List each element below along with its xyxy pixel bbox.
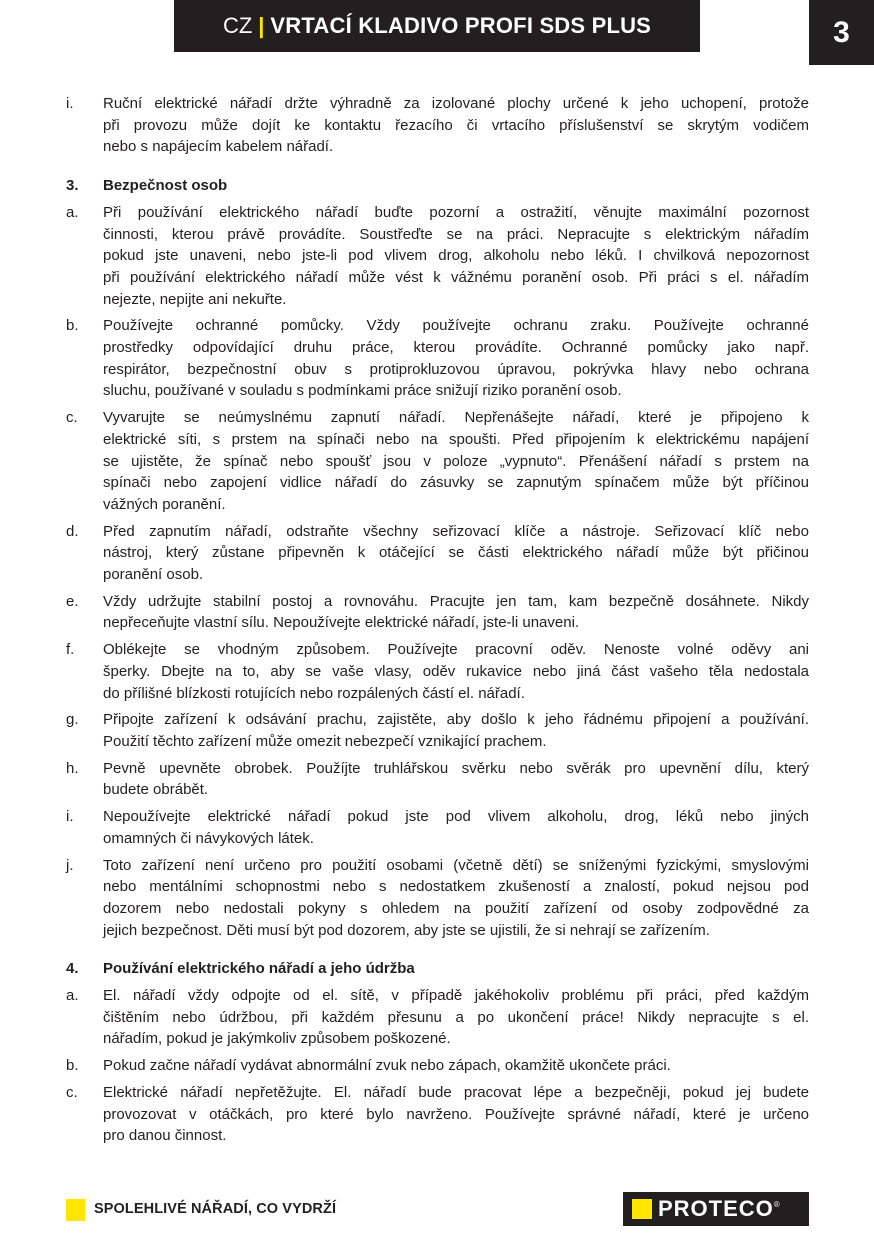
text-line: nebo s napájecím kabelem nářadí. <box>103 138 334 156</box>
item-text <box>103 591 809 634</box>
list-item <box>66 758 809 801</box>
item-label: c. <box>66 1083 78 1101</box>
section-title: Používání elektrického nářadí a jeho údržba <box>103 960 415 978</box>
list-item <box>66 407 809 516</box>
list-item <box>66 202 809 311</box>
text-line: respirátor, bezpečnostní obuv s protiprokluzovou úpravou, pokrývka hlavy nebo ochrana <box>103 360 809 378</box>
text-line: nepřeceňujte vlastní sílu. Nepoužívejte elektrické nářadí, jste-li unaveni. <box>103 614 580 632</box>
text-line: budete obrábět. <box>103 781 209 799</box>
text-line: provozovat v otáčkách, pro které bylo navrženo. Používejte správné nářadí, které je určeno <box>103 1105 809 1123</box>
item-label: b. <box>66 1057 79 1075</box>
item-label: a. <box>66 987 79 1005</box>
item-text <box>103 315 809 402</box>
text-line: Pokud začne nářadí vydávat abnormální zvuk nebo zápach, okamžitě ukončete práci. <box>103 1057 671 1075</box>
text-line: čištěním nebo údržbou, při každém přesunu a po ukončení práce! Nikdy nepracujte s el. <box>103 1008 809 1026</box>
section-heading <box>66 958 809 980</box>
item-text <box>103 639 809 704</box>
list-item <box>66 985 809 1050</box>
section-title: Bezpečnost osob <box>103 177 228 195</box>
logo-yellow-square <box>632 1199 652 1219</box>
text-line: omamných či návykových látek. <box>103 829 314 847</box>
footer-slogan: SPOLEHLIVÉ NÁŘADÍ, CO VYDRŽÍ <box>94 1201 337 1217</box>
text-line: při používání elektrického nářadí může vést k vážnému poranění osob. Při práci s el. nářadím <box>103 268 809 286</box>
text-line: do přílišné blízkosti rotujících nebo rozpálených částí el. nářadí. <box>103 684 525 702</box>
text-line: Nepoužívejte elektrické nářadí pokud jste pod vlivem alkoholu, drog, léků nebo jiných <box>103 808 809 826</box>
item-label: j. <box>66 856 74 874</box>
document-title: VRTACÍ KLADIVO PROFI SDS PLUS <box>270 13 652 38</box>
text-line: Vyvarujte se neúmyslnému zapnutí nářadí. Nepřenášejte nářadí, které je připojeno k <box>103 409 809 427</box>
item-label: f. <box>66 641 75 659</box>
list-item <box>66 709 809 752</box>
text-line: vážných poranění. <box>103 495 226 513</box>
item-text <box>103 806 809 849</box>
text-line: při provozu může dojít ke kontaktu řezacího či vrtacího příslušenství se skrytým vodičem <box>103 116 809 134</box>
text-line: Oblékejte se vhodným způsobem. Používejte pracovní oděv. Nenoste volné oděvy ani <box>103 641 809 659</box>
text-line: spínači nebo zapojení vidlice nářadí do zásuvky se zapnutým spínačem může být příčinou <box>103 474 809 492</box>
text-line: Pevně upevněte obrobek. Použíjte truhlářskou svěrku nebo svěrák pro upevnění dílu, který <box>103 759 809 777</box>
item-text <box>103 1082 809 1147</box>
item-text <box>103 855 809 942</box>
item-text <box>103 407 809 516</box>
list-item <box>66 315 809 402</box>
item-text <box>103 709 809 752</box>
text-line: nejezte, nepijte ani nekuřte. <box>103 290 287 308</box>
text-line: Elektrické nářadí nepřetěžujte. El. nářadí bude pracovat lépe a bezpečněji, pokud jej budete <box>103 1083 809 1101</box>
page-number: 3 <box>809 0 874 65</box>
header-separator: | <box>258 13 265 38</box>
item-label: i. <box>66 808 74 826</box>
item-label: i. <box>66 95 74 112</box>
item-label: d. <box>66 522 79 540</box>
item-text <box>103 758 809 801</box>
text-line: pokud jste unaveni, nebo jste-li pod vlivem drog, alkoholu nebo léků. I chvilková nepozornost <box>103 247 809 265</box>
proteco-logo <box>623 1192 809 1226</box>
list-item <box>66 806 809 849</box>
list-item <box>66 639 809 704</box>
text-line: šperky. Dbejte na to, aby se vaše vlasy, oděv rukavice nebo jiná část vašeho těla nedostala <box>103 662 809 680</box>
list-item <box>66 855 809 942</box>
text-line: sluchu, používané v souladu s podmínkami práce snižují riziko poranění osob. <box>103 382 622 400</box>
text-line: Před zapnutím nářadí, odstraňte všechny seřizovací klíče a nástroje. Seřizovací klíč nebo <box>103 522 809 540</box>
list-item <box>66 521 809 586</box>
text-line: elektrické síti, s prstem na spínači nebo na spoušti. Před připojením k elektrickému napájení <box>103 430 809 448</box>
footer-yellow-square <box>66 1199 85 1221</box>
logo-text: PROTECO <box>658 1196 774 1221</box>
language-code: CZ <box>222 13 253 38</box>
text-line: prostředky odpovídající druhu práce, kterou provádíte. Ochranné pomůcky jako např. <box>103 339 809 357</box>
item-label: h. <box>66 759 79 777</box>
text-line: Ruční elektrické nářadí držte výhradně za izolované plochy určené k jeho uchopení, protože <box>103 95 809 112</box>
text-line: Toto zařízení není určeno pro použití osobami (včetně dětí) se sníženými fyzickými, smyslovými <box>103 856 809 874</box>
text-line: El. nářadí vždy odpojte od el. sítě, v případě jakéhokoliv problému při práci, před každým <box>103 987 809 1005</box>
registered-mark: ® <box>773 1200 780 1209</box>
list-item <box>66 1055 809 1077</box>
text-line: jejich bezpečnost. Děti musí být pod dozorem, aby jste se ujistili, že si nehrají se zařízením. <box>103 921 710 939</box>
section-number: 3. <box>66 177 79 195</box>
item-text <box>103 985 809 1050</box>
item-label: b. <box>66 317 79 335</box>
list-item <box>66 1082 809 1147</box>
list-item <box>66 93 809 158</box>
text-line: dozorem nebo nedostali pokyny s ohledem na použití zařízení od osoby zodpovědné za <box>103 899 809 917</box>
text-line: Při používání elektrického nářadí buďte pozorní a ostražití, věnujte maximální pozornost <box>103 203 809 221</box>
header-banner <box>174 0 700 52</box>
text-line: činnosti, kterou právě provádíte. Soustřeďte se na práci. Nepracujte s elektrickým nářadím <box>103 225 809 243</box>
text-line: Vždy udržujte stabilní postoj a rovnováhu. Pracujte jen tam, kam bezpečně dosáhnete. Nikdy <box>103 592 809 610</box>
item-label: c. <box>66 409 78 427</box>
text-line: poranění osob. <box>103 566 204 584</box>
item-text <box>103 521 809 586</box>
item-label: a. <box>66 203 79 221</box>
text-line: pro danou činnost. <box>103 1127 227 1145</box>
item-text <box>103 93 809 158</box>
text-line: se ujistěte, že spínač nebo spoušť jsou v poloze „vypnuto“. Přenášení nářadí s prstem na <box>103 452 809 470</box>
item-label: e. <box>66 592 79 610</box>
text-line: Použití těchto zařízení může omezit nebezpečí vznikající prachem. <box>103 732 547 750</box>
text-line: nebo mentálními schopnostmi nebo s nedostatkem zkušeností a znalostí, pokud nejsou pod <box>103 878 809 896</box>
document-body <box>66 93 809 1152</box>
text-line: nástroj, který zůstane připevněn k otáčející se části elektrického nářadí může být přičinou <box>103 544 809 562</box>
section-number: 4. <box>66 960 79 978</box>
list-item <box>66 591 809 634</box>
item-text <box>103 1055 809 1077</box>
text-line: Používejte ochranné pomůcky. Vždy používejte ochranu zraku. Používejte ochranné <box>103 317 809 335</box>
text-line: nářadím, pokud je jakýmkoliv způsobem poškozené. <box>103 1030 451 1048</box>
text-line: Připojte zařízení k odsávání prachu, zajistěte, aby došlo k jeho řádnému připojení a používání. <box>103 711 809 729</box>
item-text <box>103 202 809 311</box>
item-label: g. <box>66 711 79 729</box>
section-heading <box>66 175 809 197</box>
